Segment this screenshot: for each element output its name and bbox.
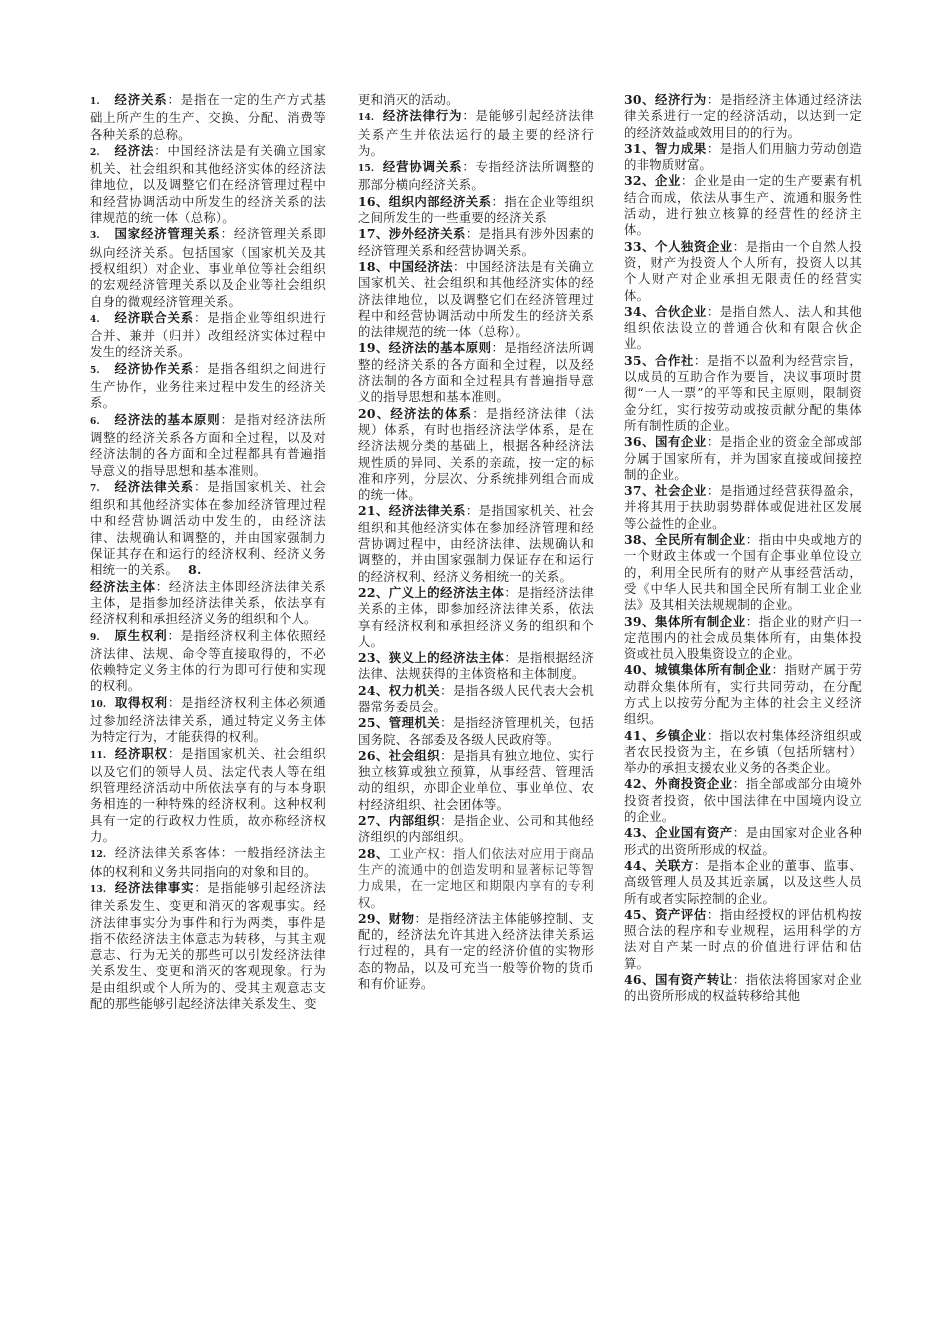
entry-number: 12.	[90, 850, 107, 861]
entry-term: 取得权利	[114, 694, 168, 710]
entry-term: 经济法主体	[90, 578, 156, 594]
entry-number: 19、	[358, 340, 389, 356]
entry-term: 经济关系	[113, 92, 168, 107]
entry-separator: ：	[771, 662, 785, 678]
entry-term: 城镇集体所有制企业	[654, 662, 772, 678]
entry-term: 经济法的基本原则	[113, 411, 221, 427]
entry-term: 经济法	[113, 142, 155, 158]
entry-definition: 是指经济法律（法规）体系，有时也指经济法学体系，是在经济法规分类的基础上，根据各种经济法规性质的异同、关系的亲疏，按一定的标准和序列，分层次、分系统排列组合而成的统一体。	[358, 405, 595, 503]
entry-term: 智力成果	[654, 140, 707, 156]
entry-definition: 是指国家机关、社会组织和其他经济实体在参加经济管理过程中和经营协调活动中发生的，由经济法律、法规确认和调整的，并由国家强制力保证其存在和运行的经济权利、经济义务相统一的关系。	[90, 478, 326, 578]
entry-definition: 是由国家对企业各种形式的出资所形成的权益。	[624, 825, 863, 857]
definition-entry	[624, 239, 862, 304]
entry-definition: 是指经济管理机关，包括国务院、各部委及各级人民政府等。	[358, 715, 594, 747]
entry-number: 27、	[358, 813, 389, 829]
entry-separator: ：	[745, 613, 759, 629]
entry-separator: ：	[706, 92, 720, 107]
entry-term: 狭义上的经济法主体	[388, 650, 505, 666]
entry-separator: ：	[504, 650, 518, 666]
definition-entry	[358, 194, 594, 227]
definition-entry	[624, 858, 862, 907]
entry-number: 31、	[624, 140, 655, 156]
entry-separator: ：	[167, 627, 181, 643]
definition-entry	[90, 310, 326, 361]
definition-entry	[358, 226, 594, 259]
entry-number: 42、	[624, 776, 655, 792]
entry-definition: 是指经济法所调整的经济关系的各方面和全过程，以及经济法制的各方面和全过程具有普遍指导意义的指导思想和基本准则。	[358, 340, 594, 405]
entry-definition: 中国经济法是有关确立国家机关、社会组织和其他经济实体的经济法律地位，以及调整它们在经济管理过程中和经营协调活动中所发生的经济关系的法律规范的统一体（总称）。	[358, 258, 595, 340]
entry-separator: ：	[167, 694, 182, 710]
entry-definition: 是指企业等组织进行合并、兼并（归并）改组经济实体过程中发生的经济关系。	[90, 309, 326, 360]
entry-definition: 指依法将国家对企业的出资所形成的权益转移给其他	[624, 972, 863, 1004]
entry-term: 社会企业	[654, 483, 707, 499]
definition-entry	[358, 108, 594, 159]
definition-entry	[90, 226, 326, 309]
entry-definition: 是指企业、公司和其他经济组织的内部组织。	[358, 813, 594, 845]
definition-entry	[624, 304, 862, 353]
entry-number: 13.	[90, 884, 107, 895]
entry-term: 组织内部经济关系	[388, 193, 492, 209]
entry-definition: 是指各级人民代表大会机器常务委员会。	[358, 682, 594, 714]
definition-entry	[624, 353, 862, 434]
entry-term: 经济职权	[114, 745, 168, 761]
entry-separator: ：	[440, 682, 453, 698]
entry-number: 7.	[90, 483, 100, 494]
definition-entry	[358, 683, 594, 716]
entry-definition: 指在企业等组织之间所发生的一些重要的经济关系	[358, 193, 594, 226]
entry-number: 26、	[358, 747, 389, 763]
entry-number: 43、	[624, 825, 655, 841]
entry-number: 11.	[90, 750, 107, 761]
entry-definition: 是指国家机关、社会组织以及它们的领导人员、法定代表人等在组织管理经济活动中所依法享有的与本身职务相连的一种特殊的经济权利。这种权利具有一定的行政权力性质，故亦称经济权力。	[90, 745, 326, 845]
definition-entry	[358, 406, 594, 504]
entry-separator: ：	[706, 906, 720, 922]
entry-term: 经济法律关系	[388, 503, 466, 519]
entry-separator: ：	[504, 584, 518, 600]
entry-number: 3.	[90, 231, 100, 242]
entry-definition: 更和消灭的活动。	[358, 92, 459, 107]
definition-entry	[358, 813, 594, 846]
entry-number: 15.	[358, 164, 375, 175]
entry-definition: 经济法主体即经济法律关系主体，是指参加经济法律关系，依法享有经济权利和承担经济义务的组织和个人。	[90, 578, 327, 627]
definition-entry	[358, 159, 594, 194]
entry-number: 21、	[358, 503, 389, 519]
entry-term: 广义上的经济法主体	[388, 584, 505, 600]
entry-number: 17、	[358, 226, 389, 242]
entry-definition: 是指自然人、法人和其他组织依法设立的普通合伙和有限合伙企业。	[624, 303, 863, 352]
definition-entry	[624, 825, 862, 858]
entry-term: 财物	[388, 910, 415, 926]
entry-separator: ：	[220, 226, 234, 242]
definition-entry	[624, 434, 862, 483]
entry-definition: 工业产权：指人们依法对应用于商品生产的流通中的创造发明和显著标记等智力成果，在一定地区和期限内享有的专利权。	[358, 845, 595, 910]
entry-separator: ：	[194, 309, 208, 325]
definition-entry	[358, 715, 594, 748]
entry-number: 10.	[90, 699, 107, 710]
definition-entry	[624, 662, 862, 727]
entry-separator: ：	[155, 578, 169, 594]
definition-entry	[624, 483, 862, 532]
entry-number: 28、	[358, 845, 389, 861]
entry-term: 全民所有制企业	[654, 532, 746, 548]
definition-entry	[90, 361, 326, 412]
definition-entry	[90, 746, 326, 846]
entry-definition: 是指由一个自然人投资，财产为投资人个人所有，投资人以其个人财产对企业承担无限责任的经营实体。	[624, 238, 863, 303]
column-2	[358, 92, 594, 992]
entry-number: 37、	[624, 483, 655, 499]
entry-number: 40、	[624, 662, 655, 678]
definition-entry	[624, 776, 862, 825]
entry-separator: ：	[745, 532, 759, 548]
entry-number: 8.	[188, 562, 202, 578]
entry-number: 45、	[624, 906, 655, 922]
definition-entry	[90, 479, 326, 579]
entry-number: 16、	[358, 193, 389, 209]
entry-term: 涉外经济关系	[388, 226, 466, 242]
definition-entry	[90, 92, 326, 143]
entry-number: 9.	[90, 632, 100, 643]
entry-separator: ：	[465, 503, 479, 519]
entry-number: 5.	[90, 365, 100, 376]
entry-term: 经济法的体系	[390, 405, 473, 421]
entry-definition: 指企业的财产归一定范围内的社会成员集体所有，由集体投资或社员入股集资设立的企业。	[624, 613, 863, 662]
definition-entry	[90, 695, 326, 746]
entry-number: 41、	[624, 727, 655, 743]
entry-separator: ：	[220, 411, 234, 427]
entry-definition: 是指人们用脑力劳动创造的非物质财富。	[624, 140, 863, 173]
entry-term: 合作社	[654, 352, 694, 368]
definition-entry	[624, 614, 862, 663]
entry-separator: ：	[194, 478, 208, 494]
entry-term: 经营协调关系	[382, 159, 463, 175]
entry-term: 国有企业	[654, 434, 707, 450]
entry-term: 个人独资企业	[654, 238, 733, 254]
document-page	[90, 92, 863, 1272]
entry-separator: ：	[706, 727, 720, 743]
definition-entry	[90, 579, 326, 628]
entry-number: 18、	[358, 258, 389, 274]
entry-term: 集体所有制企业	[654, 613, 746, 629]
entry-separator: ：	[706, 303, 720, 319]
entry-number: 14.	[358, 113, 375, 124]
entry-term: 权力机关	[388, 682, 441, 698]
entry-term: 乡镇企业	[654, 727, 707, 743]
entry-number: 46、	[624, 972, 655, 988]
entry-term: 经济法律行为	[382, 108, 463, 124]
entry-number: 20、	[358, 405, 391, 421]
definition-entry	[358, 846, 594, 911]
entry-separator: ：	[167, 92, 181, 107]
entry-separator: ：	[706, 434, 720, 450]
definition-entry	[624, 728, 862, 777]
entry-term: 经济行为	[654, 92, 707, 107]
entry-definition: 企业是由一定的生产要素有机结合而成，依法从事生产、流通和服务性活动，进行独立核算的经营性的经济主体。	[624, 173, 863, 238]
definition-entry	[358, 585, 594, 650]
entry-number: 29、	[358, 910, 389, 926]
entry-definition: 是指通过经营获得盈余，并将其用于扶助弱势群体或促进社区发展等公益性的企业。	[624, 483, 863, 531]
entry-term: 经济法律事实	[114, 879, 195, 895]
entry-definition: 是指国家机关、社会组织和其他经济实体在参加经济管理和经营协调过程中，由经济法律、法规确认和调整的，并由国家强制力保证存在和运行的经济权利、经济义务相统一的关系。	[358, 503, 594, 584]
entry-separator: ：	[154, 142, 168, 158]
entry-separator: ：	[194, 360, 208, 376]
definition-entry	[624, 907, 862, 972]
entry-definition: 是指本企业的董事、监事、高级管理人员及其近亲属，以及这些人员所有或者实际控制的企业。	[624, 857, 863, 906]
entry-separator: ：	[462, 108, 476, 124]
entry-separator: ：	[440, 813, 453, 829]
entry-term: 国家经济管理关系	[113, 226, 221, 242]
entry-number: 30、	[624, 92, 655, 107]
entry-separator: ：	[440, 747, 453, 763]
definition-entry	[90, 880, 326, 1012]
entry-definition: 是指不以盈利为经营宗旨，以成员的互助合作为要旨，决议事项时贯彻“一人一票”的平等和民主原则，限制资金分红，实行按劳动或按贡献分配的集体所有制性质的企业。	[624, 352, 863, 433]
column-1	[90, 92, 326, 1012]
entry-separator: ：	[732, 972, 746, 988]
definition-entry	[90, 628, 326, 695]
definition-entry	[358, 340, 594, 405]
entry-separator: ：	[693, 857, 707, 873]
entry-separator: ：	[491, 193, 505, 209]
entry-definition: 指由经授权的评估机构按照合法的程序和专业规程，运用科学的方法对自产某一时点的价值进行评估和估算。	[624, 906, 863, 971]
entry-number: 32、	[624, 173, 655, 189]
entry-separator: ：	[167, 745, 182, 761]
entry-definition: 是指具有独立地位、实行独立核算或独立预算，从事经营、管理活动的组织，亦即企业单位、事业单位、农村经济组织、社会团体等。	[358, 747, 594, 812]
entry-definition: 专指经济法所调整的那部分横向经济关系。	[358, 159, 594, 193]
entry-number: 2.	[90, 147, 100, 158]
entry-term: 中国经济法	[388, 258, 453, 274]
entry-definition: 是指经济主体通过经济法律关系进行一定的经济活动，以达到一定的经济效益或效用目的的行为。	[624, 92, 863, 140]
entry-term: 关联方	[654, 857, 694, 873]
entry-term: 合伙企业	[654, 303, 707, 319]
entry-definition: 是指在一定的生产方式基础上所产生的生产、交换、分配、消费等各种关系的总称。	[90, 92, 326, 142]
entry-separator: ：	[706, 140, 720, 156]
entry-definition: 是指经济法主体能够控制、支配的，经济法允许其进入经济法律关系运行过程的，具有一定的经济价值的实物形态的物品，以及可充当一般等价物的货币和有价证券。	[358, 910, 594, 992]
entry-number: 44、	[624, 857, 655, 873]
entry-term: 内部组织	[388, 813, 441, 829]
entry-term: 资产评估	[654, 906, 707, 922]
entry-definition: 指财产属于劳动群众集体所有，实行共同劳动，在分配方式上以按劳分配为主体的社会主义经济组织。	[624, 662, 863, 727]
entry-separator: ：	[732, 776, 746, 792]
entry-separator: ：	[680, 173, 694, 189]
entry-definition: 是能够引起经济法律关系产生并依法运行的最主要的经济行为。	[358, 108, 594, 158]
entry-definition: 是指能够引起经济法律关系发生、变更和消灭的客观事实。经济法律事实分为事件和行为两类，事件是指不依经济法主体意志为转移，与其主观意志、行为无关的那些可以引发经济法律关系发生、变更和消灭的客观现象。行为是由组织或个人所为的、受其主观意志支配的那些能够引起经济法律关系发生、变	[90, 879, 326, 1012]
entry-definition: 中国经济法是有关确立国家机关、社会组织和其他经济实体的经济法律地位，以及调整它们在经济管理过程中和经营协调活动中所发生的经济关系的法律规范的统一体（总称）。	[90, 142, 326, 226]
entry-term: 企业	[654, 173, 681, 189]
entry-term: 原生权利	[113, 627, 168, 643]
definition-entry	[90, 143, 326, 226]
entry-definition: 是指根据经济法律、法规获得的主体资格和主体制度。	[358, 650, 594, 682]
entry-term: 管理机关	[388, 715, 441, 731]
entry-term: 外商投资企业	[654, 776, 733, 792]
entry-separator: ：	[462, 159, 476, 175]
entry-term: 经济协作关系	[113, 360, 195, 376]
entry-separator: ：	[194, 879, 208, 895]
entry-number: 1.	[90, 97, 100, 107]
entry-separator: ：	[693, 352, 707, 368]
entry-number: 6.	[90, 416, 100, 427]
entry-number: 24、	[358, 682, 389, 698]
entry-separator: ：	[452, 258, 466, 274]
definition-entry	[358, 259, 594, 340]
entry-term: 企业国有资产	[654, 825, 733, 841]
entry-number: 33、	[624, 238, 655, 254]
entry-number: 39、	[624, 613, 655, 629]
definition-entry	[90, 845, 326, 880]
entry-separator: ：	[465, 226, 479, 242]
entry-definition: 指以农村集体经济组织或者农民投资为主，在乡镇（包括所辖村）举办的承担支援农业义务的各类企业。	[624, 727, 863, 776]
definition-entry	[624, 972, 862, 1005]
entry-number: 35、	[624, 352, 655, 368]
entry-definition: 指由中央或地方的一个财政主体或一个国有企事业单位设立的，利用全民所有的财产从事经营活动，受《中华人民共和国全民所有制工业企业法》及其相关法规规制的企业。	[624, 532, 863, 613]
definition-entry	[624, 92, 862, 141]
entry-term: 社会组织	[388, 747, 441, 763]
definition-entry	[358, 911, 594, 992]
entry-definition: 是指各组织之间进行生产协作，业务往来过程中发生的经济关系。	[90, 360, 326, 411]
entry-separator: ：	[706, 483, 720, 499]
entry-number: 38、	[624, 532, 655, 548]
entry-definition: 是指企业的资金全部或部分属于国家所有，并为国家直接或间接控制的企业。	[624, 434, 863, 482]
entry-definition: 是指具有涉外因素的经济管理关系和经营协调关系。	[358, 226, 594, 258]
entry-separator: ：	[732, 238, 746, 254]
column-3	[624, 92, 862, 1005]
entry-definition: 是指经济权利主体必须通过参加经济法律关系，通过特定义务主体为特定行为，才能获得的权利。	[90, 694, 326, 745]
definition-entry	[358, 650, 594, 683]
entry-term: 经济联合关系	[113, 309, 195, 325]
definition-entry	[90, 412, 326, 479]
entry-term: 经济法的基本原则	[388, 340, 492, 356]
entry-definition: 经济法律关系客体：一般指经济法主体的权利和义务共同指向的对象和目的。	[90, 845, 326, 879]
definition-entry	[358, 92, 594, 108]
definition-entry	[624, 141, 862, 174]
entry-definition: 指全部或部分由境外投资者投资，依中国法律在中国境内设立的企业。	[624, 776, 863, 825]
entry-number: 4.	[90, 314, 100, 325]
entry-number: 36、	[624, 434, 655, 450]
entry-separator: ：	[472, 405, 486, 421]
entry-number: 22、	[358, 584, 389, 600]
entry-number: 34、	[624, 303, 655, 319]
entry-separator: ：	[491, 340, 505, 356]
entry-number: 25、	[358, 715, 389, 731]
definition-entry	[624, 173, 862, 238]
entry-definition: 经济管理关系即纵向经济关系。包括国家（国家机关及其授权组织）对企业、事业单位等社会组织的宏观经济管理关系以及企业等社会组织自身的微观经济管理关系。	[90, 226, 326, 309]
entry-separator: ：	[414, 910, 428, 926]
entry-separator: ：	[440, 715, 453, 731]
entry-definition: 是指经济法律关系的主体，即参加经济法律关系，依法享有经济权利和承担经济义务的组织和个人。	[358, 584, 594, 649]
definition-entry	[358, 503, 594, 584]
definition-entry	[624, 532, 862, 613]
entry-separator: ：	[732, 825, 746, 841]
entry-term: 经济法律关系	[113, 478, 195, 494]
entry-definition: 是指对经济法所调整的经济关系各方面和全过程，以及对经济法制的各方面和全过程都具有普遍指导意义的指导思想和基本准则。	[90, 411, 326, 478]
entry-number: 23、	[358, 650, 389, 666]
entry-term: 国有资产转让	[654, 972, 733, 988]
entry-definition: 是指经济权利主体依照经济法律、法规、命令等直接取得的，不必依赖特定义务主体的行为即可行使和实现的权利。	[90, 627, 326, 694]
definition-entry	[358, 748, 594, 813]
